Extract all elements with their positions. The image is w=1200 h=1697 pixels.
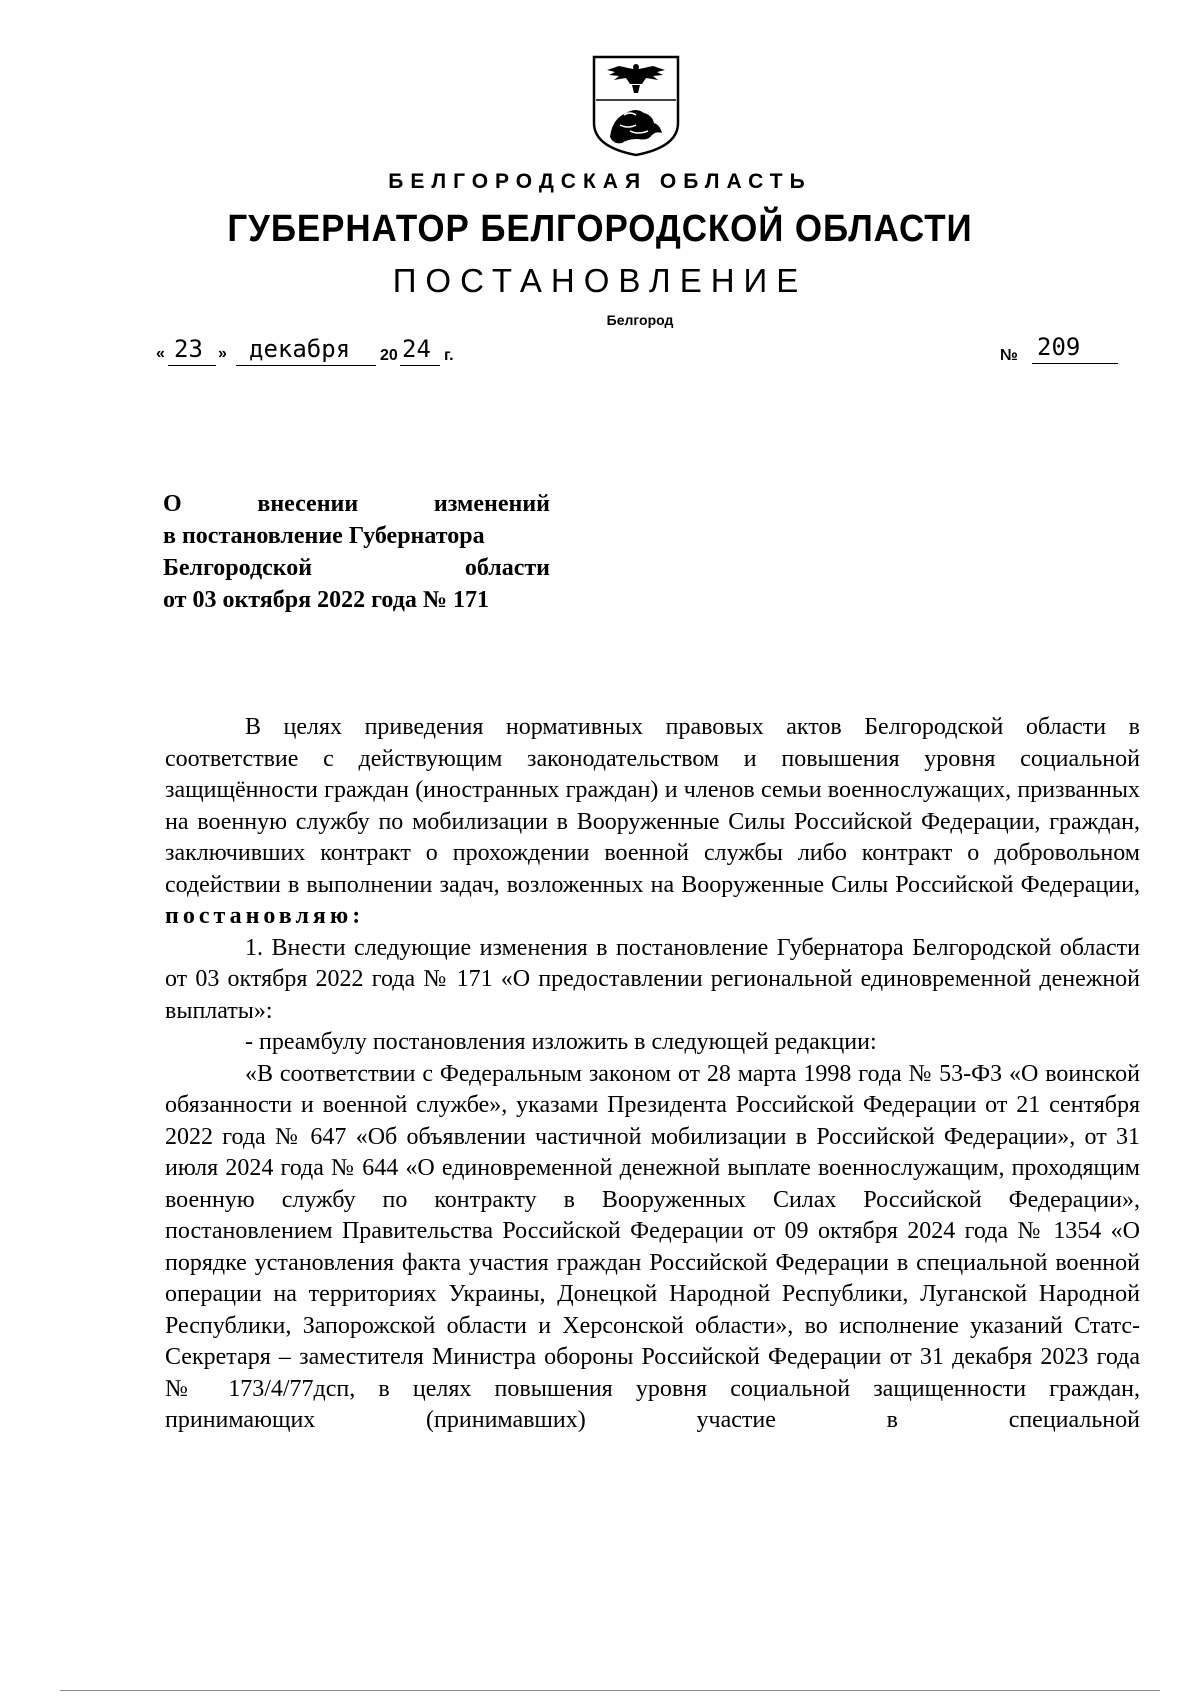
decree-number bbox=[1000, 335, 1120, 375]
decree-subject bbox=[163, 488, 550, 616]
date-month: декабря bbox=[249, 335, 351, 363]
decree-date bbox=[156, 335, 506, 375]
subject-line: в постановление Губернатора bbox=[163, 523, 485, 549]
decree-body bbox=[165, 712, 1140, 1437]
subject-line: от 03 октября 2022 года № 171 bbox=[163, 587, 489, 613]
document-type-title: ПОСТАНОВЛЕНИЕ bbox=[392, 262, 808, 299]
scan-edge-line bbox=[60, 1690, 1160, 1691]
date-day: 23 bbox=[174, 335, 203, 363]
body-paragraph-preamble: В целях приведения нормативных правовых актов Белгородской области в соответствие с действующим законодательством и повышения уровня социальной защищённости граждан (иностранных граждан) и членов семьи военнослужащих, призванных на военную службу по мобилизации в Вооруженные Силы Российской Федерации, граждан, заключивших контракт о прохождении военной службы либо контракт о добровольном содействии в выполнении задач, возложенных на Вооруженные Силы Российской Федерации, постановляю: bbox=[165, 714, 1140, 929]
date-year-suffix: г. bbox=[444, 347, 454, 364]
body-paragraph-new-preamble: «В соответствии с Федеральным законом от 28 марта 1998 года № 53-ФЗ «О воинской обязанности и военной службе», указами Президента Российской Федерации от 21 сентября 2022 года № 647 «Об объявлении частичной мобилизации в Российской Федерации», от 31 июля 2024 года № 644 «О единовременной денежной выплате военнослужащим, проходящим военную службу по контракту в Вооруженных Силах Российской Федерации», постановлением Правительства Российской Федерации от 09 октября 2024 года № 1354 «О порядке установления факта участия граждан Российской Федерации в специальной военной операции на территориях Украины, Донецкой Народной Республики, Луганской Народной Республики, Запорожской области и Херсонской области», во исполнение указаний Статс-Секретаря – заместителя Министра обороны Российской Федерации от 31 декабря 2023 года № 173/4/77дсп, в целях повышения уровня социальной защищенности граждан, принимающих (принимавших) участие в специальной bbox=[165, 1060, 1140, 1433]
body-paragraph-item-1: 1. Внести следующие изменения в постановление Губернатора Белгородской области от 03 октября 2022 года № 171 «О предоставлении региональной единовременной денежной выплаты»: bbox=[165, 934, 1140, 1024]
body-paragraph-instruction: - преамбулу постановления изложить в следующей редакции: bbox=[245, 1029, 877, 1055]
number-value: 209 bbox=[1037, 333, 1081, 361]
city-label: Белгород bbox=[606, 312, 674, 328]
date-year: 24 bbox=[402, 335, 431, 363]
subject-line: О внесении изменений bbox=[163, 491, 550, 517]
region-title: БЕЛГОРОДСКАЯ ОБЛАСТЬ bbox=[388, 170, 812, 193]
governor-title: ГУБЕРНАТОР БЕЛГОРОДСКОЙ ОБЛАСТИ bbox=[227, 208, 973, 250]
subject-line: Белгородской области bbox=[163, 555, 550, 581]
date-century: 20 bbox=[380, 347, 398, 364]
number-sign: № bbox=[1000, 347, 1018, 364]
close-quote: » bbox=[218, 345, 227, 362]
emphasis-resolve: постановляю: bbox=[165, 903, 365, 929]
coat-of-arms-emblem bbox=[590, 55, 682, 157]
open-quote: « bbox=[156, 345, 165, 362]
